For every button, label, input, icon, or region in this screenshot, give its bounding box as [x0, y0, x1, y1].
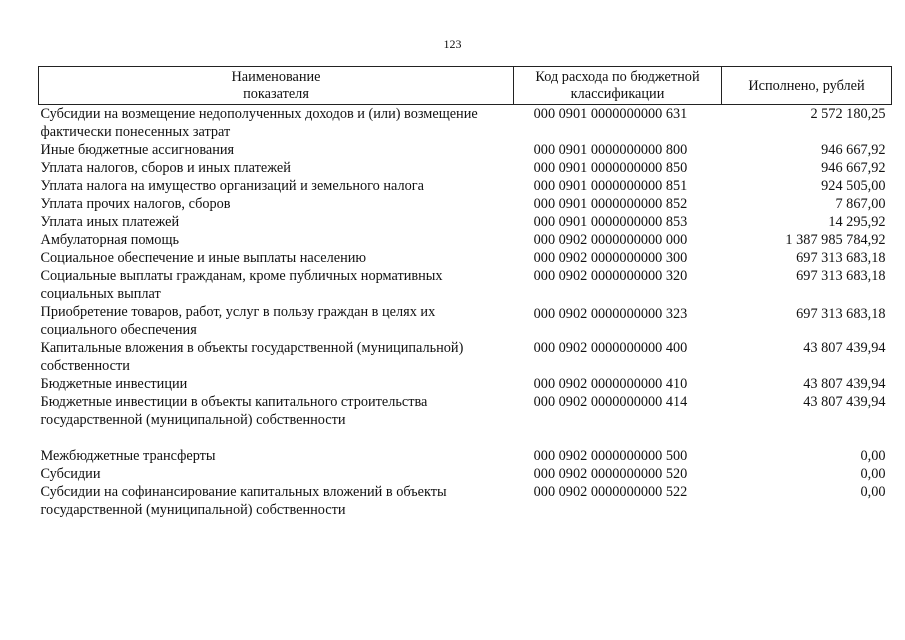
table-row: [39, 213, 892, 231]
header-code-label: Код расхода по бюджетной классификации: [535, 69, 700, 102]
table-row: [39, 105, 892, 142]
row-code: 000 0901 0000000000 851: [533, 178, 688, 194]
spacer-cell: [39, 429, 514, 447]
table-body: [39, 105, 892, 520]
row-code: 000 0902 0000000000 410: [533, 376, 688, 392]
row-name: Социальные выплаты гражданам, кроме публичных нормативных социальных выплат: [40, 268, 443, 302]
row-name: Уплата прочих налогов, сборов: [40, 196, 231, 212]
spacer-cell: [722, 429, 892, 447]
row-amount: 0,00: [860, 466, 886, 482]
row-code: 000 0902 0000000000 414: [533, 394, 688, 410]
row-code: 000 0902 0000000000 500: [533, 448, 688, 464]
header-amount: [722, 67, 892, 105]
row-code: 000 0902 0000000000 323: [533, 306, 688, 322]
row-name: Субсидии на софинансирование капитальных вложений в объекты государственной (муниципальной) собственности: [40, 484, 447, 518]
row-amount: 1 387 985 784,92: [785, 232, 886, 248]
row-name: Приобретение товаров, работ, услуг в пользу граждан в целях их социального обеспечения: [40, 304, 436, 338]
row-amount: 697 313 683,18: [796, 250, 886, 266]
row-code: 000 0902 0000000000 522: [533, 484, 688, 500]
row-amount: 43 807 439,94: [803, 340, 886, 356]
row-amount: 43 807 439,94: [803, 394, 886, 410]
table-row: [39, 393, 892, 429]
row-amount: 14 295,92: [828, 214, 886, 230]
header-name-label: Наименование показателя: [231, 69, 321, 102]
row-amount: 697 313 683,18: [796, 306, 886, 322]
row-code: 000 0901 0000000000 850: [533, 160, 688, 176]
spacer-row: [39, 429, 892, 447]
row-code: 000 0901 0000000000 852: [533, 196, 688, 212]
row-amount: 697 313 683,18: [796, 268, 886, 284]
header-code: [514, 67, 722, 105]
header-amount-label: Исполнено, рублей: [748, 77, 865, 94]
row-name: Субсидии: [40, 466, 101, 482]
table-row: [39, 231, 892, 249]
row-name: Иные бюджетные ассигнования: [40, 142, 235, 158]
row-name: Капитальные вложения в объекты государственной (муниципальной) собственности: [40, 340, 464, 374]
row-name: Уплата налогов, сборов и иных платежей: [40, 160, 291, 176]
row-amount: 0,00: [860, 484, 886, 500]
row-name: Амбулаторная помощь: [40, 232, 179, 248]
expenditure-table: [38, 66, 892, 519]
header-row: [39, 67, 892, 105]
row-code: 000 0902 0000000000 520: [533, 466, 688, 482]
table-row: [39, 339, 892, 375]
table-row: [39, 303, 892, 339]
table-row: [39, 159, 892, 177]
row-name: Межбюджетные трансферты: [40, 448, 216, 464]
row-code: 000 0901 0000000000 853: [533, 214, 688, 230]
table-row: [39, 177, 892, 195]
row-amount: 7 867,00: [835, 196, 886, 212]
page-number: 123: [443, 37, 462, 51]
table-row: [39, 141, 892, 159]
row-name: Бюджетные инвестиции: [40, 376, 188, 392]
table-row: [39, 267, 892, 303]
row-code: 000 0902 0000000000 300: [533, 250, 688, 266]
table-row: [39, 483, 892, 519]
table-row: [39, 447, 892, 465]
row-amount: 946 667,92: [821, 160, 886, 176]
row-amount: 43 807 439,94: [803, 376, 886, 392]
table-header: [39, 67, 892, 105]
row-name: Бюджетные инвестиции в объекты капитального строительства государственной (муниципальной) собственности: [40, 394, 428, 428]
row-name: Уплата налога на имущество организаций и земельного налога: [40, 178, 424, 194]
row-code: 000 0902 0000000000 320: [533, 268, 688, 284]
header-name: [39, 67, 514, 105]
row-name: Социальное обеспечение и иные выплаты населению: [40, 250, 367, 266]
table-row: [39, 465, 892, 483]
row-name: Субсидии на возмещение недополученных доходов и (или) возмещение фактически понесенных затрат: [40, 106, 478, 140]
row-name: Уплата иных платежей: [40, 214, 180, 230]
spacer-cell: [514, 429, 722, 447]
row-amount: 2 572 180,25: [810, 106, 886, 122]
row-code: 000 0901 0000000000 800: [533, 142, 688, 158]
row-code: 000 0902 0000000000 000: [533, 232, 688, 248]
row-amount: 924 505,00: [821, 178, 886, 194]
row-amount: 946 667,92: [821, 142, 886, 158]
row-amount: 0,00: [860, 448, 886, 464]
row-code: 000 0901 0000000000 631: [533, 106, 688, 122]
table-row: [39, 375, 892, 393]
table-row: [39, 249, 892, 267]
row-code: 000 0902 0000000000 400: [533, 340, 688, 356]
table-row: [39, 195, 892, 213]
